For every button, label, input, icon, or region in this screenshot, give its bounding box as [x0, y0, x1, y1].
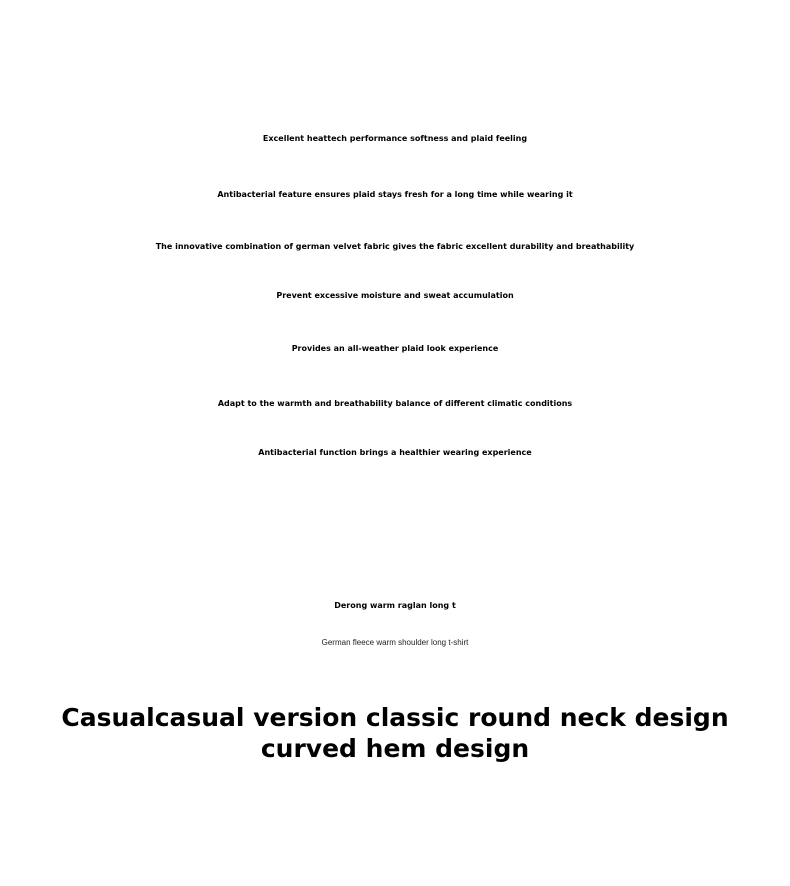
feature-line-moisture: Prevent excessive moisture and sweat accumulation	[276, 291, 514, 300]
feature-line-climate-balance: Adapt to the warmth and breathability balance of different climatic conditions	[217, 399, 573, 408]
feature-line-german-velvet: The innovative combination of german velvet fabric gives the fabric excellent durability and breathability	[155, 242, 635, 251]
product-title: Derong warm raglan long t	[334, 601, 456, 610]
feature-line-all-weather: Provides an all-weather plaid look experience	[291, 344, 499, 353]
product-subtitle: German fleece warm shoulder long t-shirt	[321, 638, 469, 647]
design-heading: Casualcasual version classic round neck design curved hem design	[61, 703, 729, 763]
feature-line-heattech: Excellent heattech performance softness and plaid feeling	[262, 134, 528, 143]
feature-line-antibacterial-fresh: Antibacterial feature ensures plaid stays fresh for a long time while wearing it	[217, 190, 573, 199]
feature-line-healthier: Antibacterial function brings a healthier wearing experience	[258, 448, 532, 457]
